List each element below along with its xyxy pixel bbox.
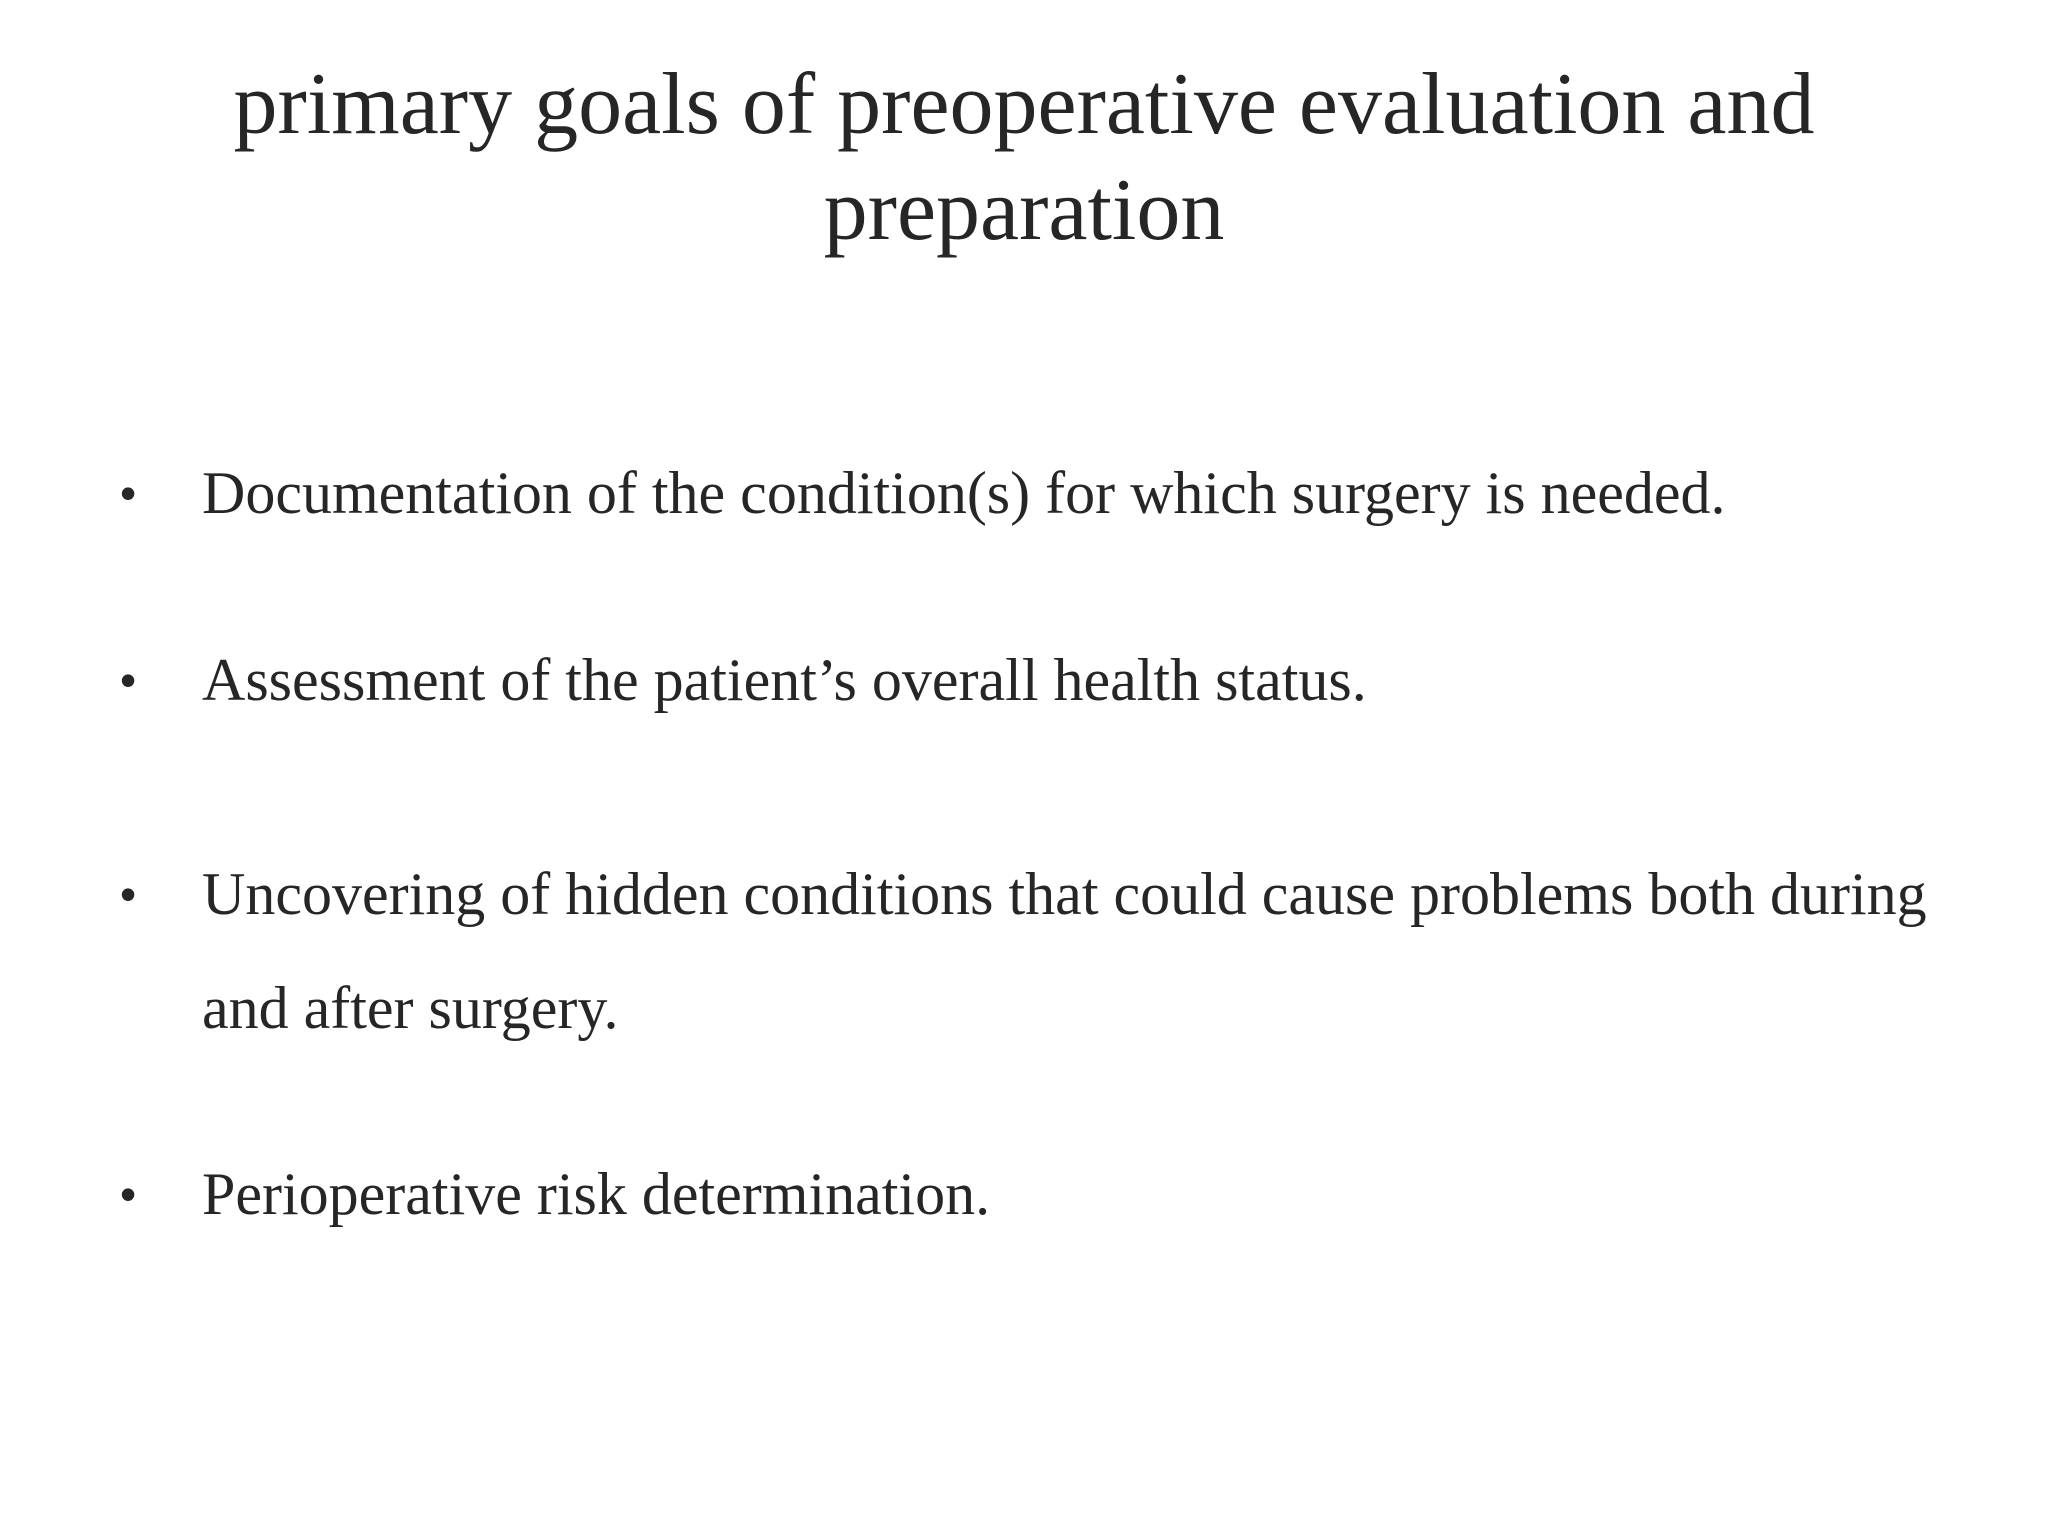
slide-title: primary goals of preoperative evaluation and preparation (233, 56, 1815, 259)
bullet-dot-icon: • (120, 1168, 137, 1220)
bullet-text: Perioperative risk determination. (202, 1161, 991, 1227)
bullet-item-hidden-conditions (120, 837, 1980, 1065)
bullet-text: Uncovering of hidden conditions that could cause problems both during and after surgery. (202, 861, 1927, 1041)
bullet-item-risk-determination (120, 1137, 1980, 1251)
bullet-text: Assessment of the patient’s overall health status. (202, 647, 1367, 713)
bullet-text: Documentation of the condition(s) for which surgery is needed. (202, 460, 1726, 526)
bullet-dot-icon: • (120, 868, 137, 920)
bullet-dot-icon: • (120, 467, 137, 519)
bullet-item-assessment (120, 623, 1980, 737)
bullet-item-documentation (120, 436, 1980, 550)
bullet-dot-icon: • (120, 654, 137, 706)
